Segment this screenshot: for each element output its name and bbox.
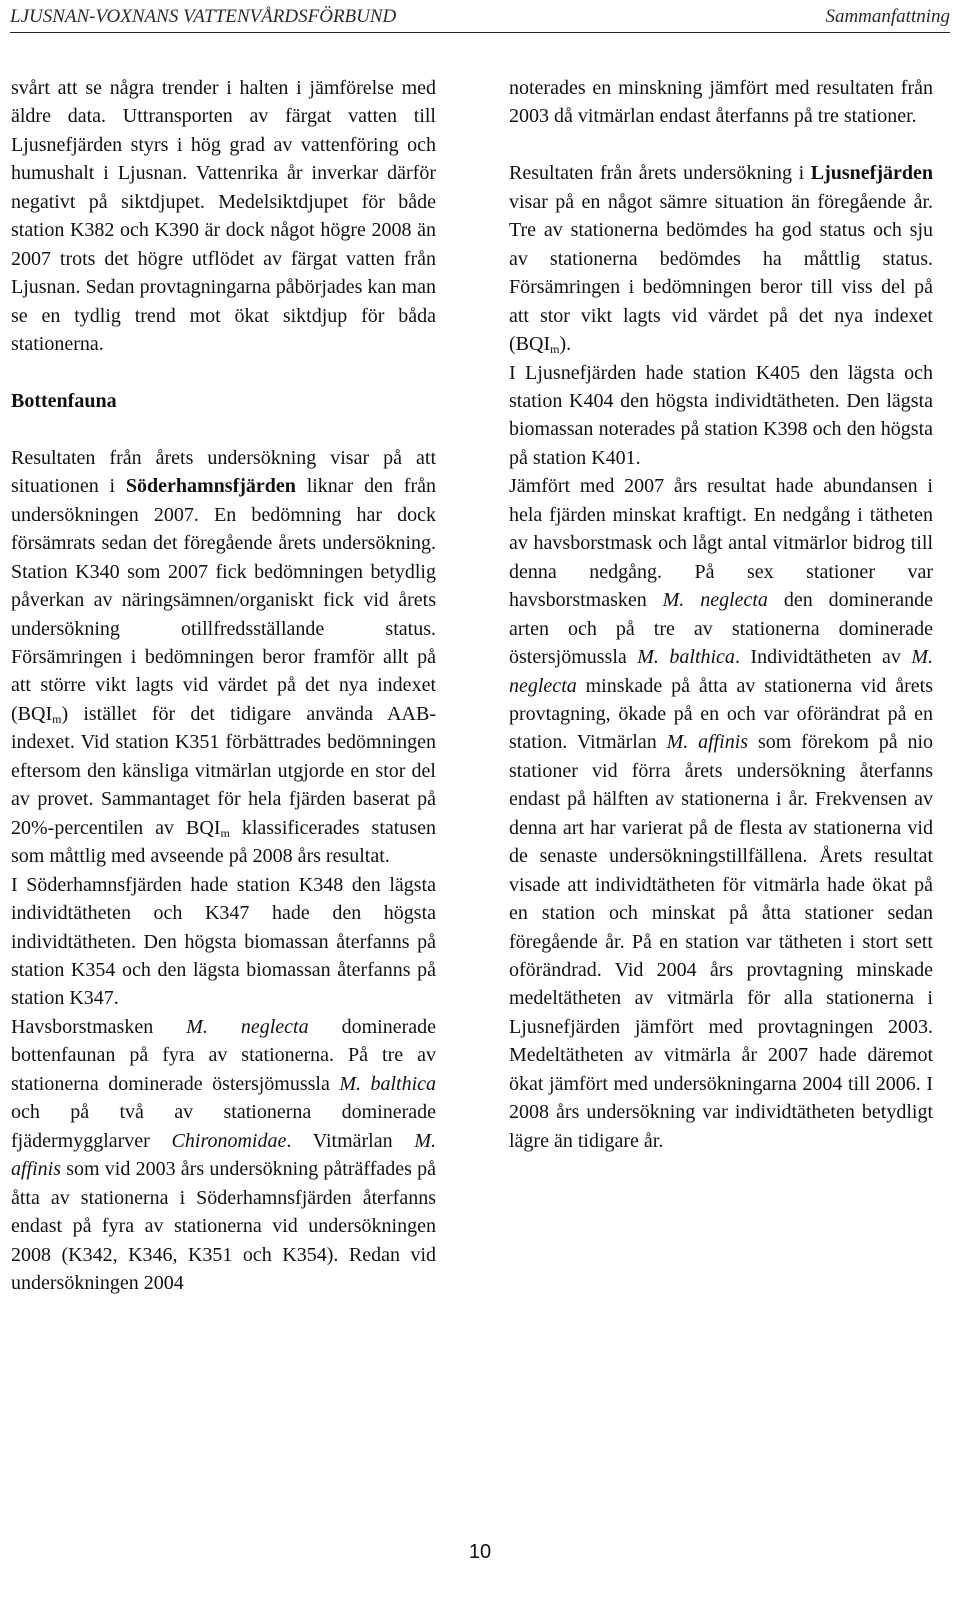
paragraph-abundans: Jämfört med 2007 års resultat hade abundansen i hela fjärden minskat kraftigt. En nedgång i tätheten av havsborstmask och lågt antal vitmärlor bidrog till denna nedgång. På sex stationer var havsborstmasken M. neglecta den dominerande arten och på tre av stationerna dominerade östersjömussla M. balthica. Individtätheten av M. neglecta minskade på åtta av stationerna vid årets provtagning, ökade på en och var oförändrat på en station. Vitmärlan M. affinis som förekom på nio stationer vid förra årets undersökning återfanns endast på hälften av stationerna i år. Frekvensen av denna art har varierat på de flesta av stationerna vid de senaste undersökningstillfällena. Årets resultat visade att individtätheten för vitmärla hade ökat på en station och minskat på åtta stationer sedan föregående år. På en station var tätheten i stort sett oförändrad. Vid 2004 års provtagning minskade medeltätheten av vitmärla för alla stationerna i Ljusnefjärden jämfört med provtagningen 2003. Medeltätheten av vitmärla år 2007 hade däremot ökat jämfört med undersökningarna 2004 till 2006. I 2008 års undersökning var individtätheten betydligt lägre än tidigare år.: [509, 475, 934, 1152]
page-number: 10: [468, 1541, 492, 1563]
paragraph-vitmarlan: noterades en minskning jämfört med resultaten från 2003 då vitmärlan endast återfanns på tre stationer.: [509, 77, 933, 128]
place-name-emphasis: Söderhamnsfjärden: [125, 475, 296, 498]
header-section: Sammanfattning: [825, 6, 950, 27]
paragraph-arter: Havsborstmasken M. neglecta dominerade bottenfaunan på fyra av stationerna. På tre av stationerna dominerade östersjömussla M. balthica och på två av stationerna dominerade fjädermygglarver Chironomidae. Vitmärlan M. affinis som vid 2003 års undersökning påträffades på åtta av stationerna i Söderhamnsfjärden återfanns endast på fyra av stationerna vid undersökningen 2008 (K342, K346, K351 och K354). Redan vid undersökningen 2004: [11, 1015, 437, 1294]
paragraph-siktdjup: svårt att se några trender i halten i jämförelse med äldre data. Uttransporten av färgat vatten till Ljusnefjärden styrs i hög grad av vattenföring och humushalt i Ljusnan. Vattenrika år inverkar därför negativt på siktdjupet. Medelsiktdjupet för både station K382 och K390 är dock något högre 2008 än 2007 trots det högre utflödet av färgat vatten från Ljusnan. Sedan provtagningarna påbörjades kan man se en tydlig trend mot ökat siktdjup för båda stationerna.: [11, 77, 436, 356]
left-column: [11, 74, 436, 1297]
paragraph-soderhamnsfjarden: Resultaten från årets undersökning visar på att situationen i Söderhamnsfjärden liknar den från undersökningen 2007. En bedömning har dock försämrats sedan det föregående årets undersökning. Station K340 som 2007 fick bedömningen betydlig påverkan av näringsämnen/organiskt fick vid årets undersökning otillfredsställande status. Försämringen i bedömningen beror framför allt på att större vikt lagts vid värdet på det nya indexet $(BQI_m)$ istället för det tidigare använda AAB-indexet. Vid station K351 förbättrades bedömningen eftersom den känsliga vitmärlan utgjorde en stor del av provet. Sammantaget för hela fjärden baserat på 20%-percentilen av $BQI_m$ klassificerades statusen som måttlig med avseende på 2008 års resultat.: [11, 446, 436, 868]
running-header: [10, 2, 950, 33]
place-name-emphasis: Ljusnefjärden: [810, 162, 933, 185]
paragraph-ljusnefjarden: Resultaten från årets undersökning i Ljusnefjärden visar på en något sämre situation än föregående år. Tre av stationerna bedömdes ha god status och sju av stationerna bedömdes ha måttlig status. Försämringen i bedömningen beror till viss del på att stor vikt lagts vid värdet på det nya indexet $(BQI_m)$.: [509, 162, 933, 357]
section-heading-bottenfauna: Bottenfauna: [11, 389, 117, 412]
paragraph-individtathet-ljusne: I Ljusnefjärden hade station K405 den lägsta och station K404 den högsta individtätheten. Den lägsta biomassan noterades på station K398 och den högsta på station K401.: [509, 361, 933, 469]
header-organization: LJUSNAN-VOXNANS VATTENVÅRDSFÖRBUND: [10, 6, 397, 27]
right-column: [509, 74, 933, 1155]
paragraph-individtathet: I Söderhamnsfjärden hade station K348 den lägsta individtätheten och K347 hade den högsta individtätheten. Den högsta biomassan återfanns på station K354 och den lägsta biomassan återfanns på station K347.: [11, 873, 436, 1010]
